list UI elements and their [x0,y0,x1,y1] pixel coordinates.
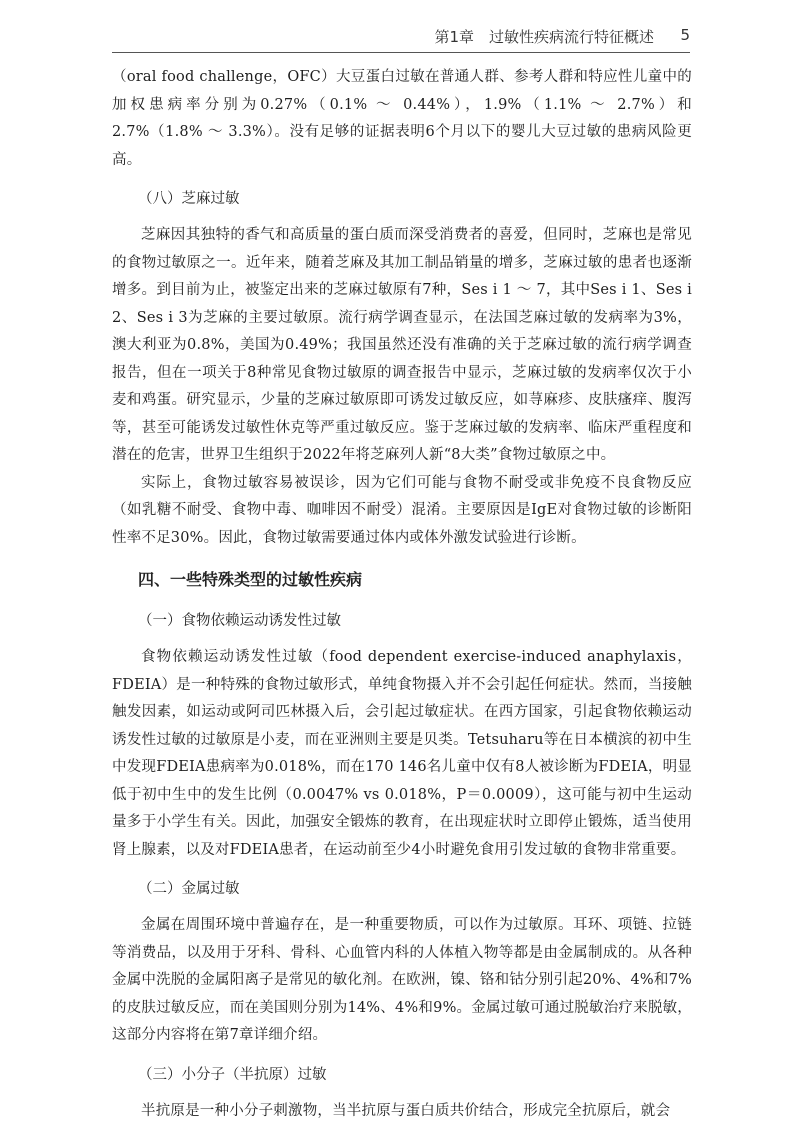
subheading-hapten: （三）小分子（半抗原）过敏 [138,1062,692,1088]
chapter-title: 第1章 过敏性疾病流行特征概述 [434,26,654,47]
paragraph-hapten: 半抗原是一种小分子刺激物，当半抗原与蛋白质共价结合，形成完全抗原后，就会 [112,1098,692,1125]
paragraph-sesame-2: 实际上，食物过敏容易被误诊，因为它们可能与食物不耐受或非免疫不良食物反应（如乳糖不耐受、食物中毒、咖啡因不耐受）混淆。主要原因是IgE对食物过敏的诊断阳性率不足30%。因此，食物过敏需要通过体内或体外激发试验进行诊断。 [112,470,692,553]
paragraph-metal: 金属在周围环境中普遍存在，是一种重要物质，可以作为过敏原。耳环、项链、拉链等消费品，以及用于牙科、骨科、心血管内科的人体植入物等都是由金属制成的。从各种金属中洗脱的金属阳离子是常见的敏化剂。在欧洲，镍、铬和钴分别引起20%、4%和7%的皮肤过敏反应，而在美国则分别为14%、4%和9%。金属过敏可通过脱敏治疗来脱敏，这部分内容将在第7章详细介绍。 [112,912,692,1050]
subheading-fdeia: （一）食物依赖运动诱发性过敏 [138,608,692,634]
paragraph-sesame-1: 芝麻因其独特的香气和高质量的蛋白质而深受消费者的喜爱，但同时，芝麻也是常见的食物过敏原之一。近年来，随着芝麻及其加工制品销量的增多，芝麻过敏的患者也逐渐增多。到目前为止，被鉴定出来的芝麻过敏原有7种，Ses i 1 ～ 7，其中Ses i 1、Ses i 2、Ses i 3为芝麻的主要过敏原。流行病学调查显示，在法国芝麻过敏的发病率为3%，澳大利亚为0.8%，美国为0.49%；我国虽然还没有准确的关于芝麻过敏的流行病学调查报告，但在一项关于8种常见食物过敏原的调查报告中显示，芝麻过敏的发病率仅次于小麦和鸡蛋。研究显示，少量的芝麻过敏原即可诱发过敏反应，如荨麻疹、皮肤瘙痒、腹泻等，甚至可能诱发过敏性休克等严重过敏反应。鉴于芝麻过敏的发病率、临床严重程度和潜在的危害，世界卫生组织于2022年将芝麻列人新“8大类”食物过敏原之中。 [112,222,692,470]
paragraph-intro: （oral food challenge，OFC）大豆蛋白过敏在普通人群、参考人群和特应性儿童中的加权患病率分别为0.27%（0.1% ～ 0.44%），1.9%（1.1% ～ 2.7%）和2.7%（1.8% ～ 3.3%）。没有足够的证据表明6个月以下的婴儿大豆过敏的患病风险更高。 [112,64,692,174]
subheading-sesame: （八）芝麻过敏 [138,186,692,212]
running-header [112,22,690,53]
page-body [112,64,692,1125]
paragraph-fdeia: 食物依赖运动诱发性过敏（food dependent exercise-induced anaphylaxis，FDEIA）是一种特殊的食物过敏形式，单纯食物摄入并不会引起任何症状。然而，当接触触发因素，如运动或阿司匹林摄入后，会引起过敏症状。在西方国家，引起食物依赖运动诱发性过敏的过敏原是小麦，而在亚洲则主要是贝类。Tetsuharu等在日本横滨的初中生中发现FDEIA患病率为0.018%，而在170 146名儿童中仅有8人被诊断为FDEIA，明显低于初中生中的发生比例（0.0047% vs 0.018%，P＝0.0009），这可能与初中生运动量多于小学生有关。因此，加强安全锻炼的教育，在出现症状时立即停止锻炼，适当使用肾上腺素，以及对FDEIA患者，在运动前至少4小时避免食用引发过敏的食物非常重要。 [112,644,692,864]
page-number: 5 [680,26,690,44]
subheading-metal: （二）金属过敏 [138,876,692,902]
section-heading-4: 四、一些特殊类型的过敏性疾病 [138,566,692,594]
